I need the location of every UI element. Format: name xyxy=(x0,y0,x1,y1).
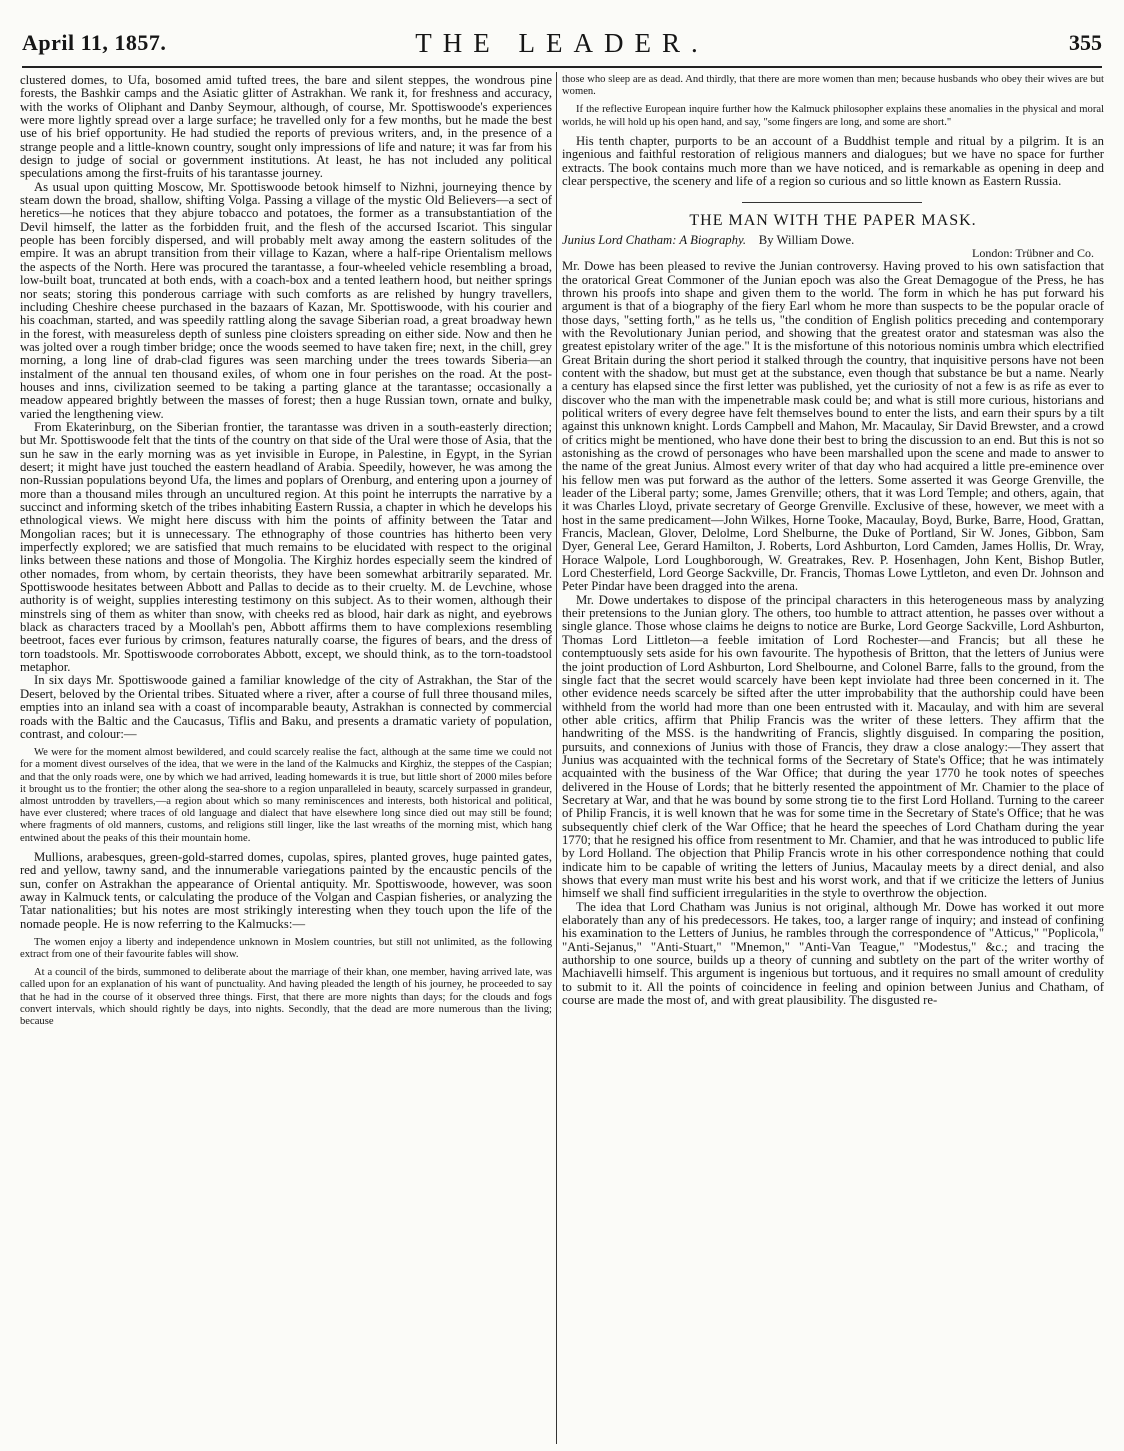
publisher-line: London: Trübner and Co. xyxy=(971,246,1094,261)
article-paragraph: Mullions, arabesques, green-gold-starred domes, cupolas, spires, planted groves, huge painted gates, red and yellow, tawny sand, and the innumerable variegations painted by the encaustic pencils of the sun, confer on Astrakhan the appearance of Oriental antiquity. Mr. Spottiswoode, however, was soon away in Kalmuck tents, or calculating the produce of the Volgan and Caspian fisheries, or analyzing the Tatar nationalities; but his notes are most strikingly interesting when they touch upon the life of the nomade people. He is now referring to the Kalmucks:— xyxy=(20,849,552,931)
left-column xyxy=(20,74,552,1444)
section-heading: THE MAN WITH THE PAPER MASK. xyxy=(562,202,1104,230)
book-citation xyxy=(562,233,1104,247)
masthead-title: THE LEADER. xyxy=(415,28,709,58)
quoted-extract: If the reflective European inquire further how the Kalmuck philosopher explains these anomalies in the physical and moral worlds, he will hold up his open hand, and say, "some fingers are long, and some are short." xyxy=(562,104,1104,128)
right-column xyxy=(562,74,1104,1444)
book-author: By William Dowe. xyxy=(758,233,855,248)
article-paragraph: His tenth chapter, purports to be an account of a Buddhist temple and ritual by a pilgrim. It is an ingenious and faithful restoration of religious manners and dialogues; but we have no space for further extracts. The book contains much more than we have noticed, and is remarkable as opening in deep and clear perspective, the scenery and life of a region so curious and so little known as Eastern Russia. xyxy=(562,133,1104,188)
article-paragraph: clustered domes, to Ufa, bosomed amid tufted trees, the bare and silent steppes, the wondrous pine forests, the Bashkir camps and the Asiatic glitter of Astrakhan. We rank it, for freshness and accuracy, with the works of Oliphant and Danby Seymour, although, of course, Mr. Spottiswoode's experiences were more lightly spread over a large surface; he travelled only for a few months, but he made the best use of his brief opportunity. He had studied the reports of previous writers, and, in the presence of a strange people and a little-known country, sought only impressions of life and nature; it was far from his design to judge of social or government institutions. At least, he has not included any political speculations among the first-fruits of his tarantasse journey. xyxy=(20,74,552,181)
quoted-extract: At a council of the birds, summoned to deliberate about the marriage of their khan, one member, having arrived late, was called upon for an explanation of his want of punctuality. And having pleaded the length of his journey, he proceeded to say that he had in the course of it observed three things. First, that there are more nights than days; for the clouds and fogs convert intervals, which should rightly be days, into nights. Secondly, that the dead are more numerous than the living; because xyxy=(20,967,552,1028)
issue-date: April 11, 1857. xyxy=(22,30,167,55)
article-paragraph: From Ekaterinburg, on the Siberian frontier, the tarantasse was driven in a south-easterly direction; but Mr. Spottiswoode felt that the tints of the country on that side of the Ural were those of Asia, that the sun he saw in the early morning was as yet invisible in Europe, in Palestine, in Egypt, in the Syrian desert; it might have just touched the eastern headland of Arabia. Speedily, however, he was among the non-Russian populations beyond Ufa, the limes and poplars of Orenburg, and entering upon a journey of more than a thousand miles through an uncultured region. At this point he interrupts the narrative by a succinct and informing sketch of the tribes inhabiting Eastern Russia, a chapter in which he develops his ethnological views. We might here discuss with him the points of affinity between the Tatar and Mongolian races; but it is unnecessary. The ethnography of those countries has hitherto been very imperfectly explored; we are satisfied that much remains to be elucidated with respect to the original links between these nations and those of Mongolia. The Kirghiz hordes especially seem the kindred of other nomades, from whom, by certain theorists, they have been somewhat arbitrarily separated. Mr. Spottiswoode hesitates between Abbott and Pallas to decide as to their cruelty. M. de Levchine, whose authority is of weight, supplies interesting testimony on this subject. As to their women, although their minstrels sing of them as whiter than snow, with cheeks red as blood, hair dark as night, and eyebrows black as characters traced by a Moollah's pen, Abbott affirms them to have complexions resembling beetroot, faces ever furious by crimson, features naturally coarse, the figures of bears, and the dress of torn toadstools. Mr. Spottiswoode corroborates Abbott, except, we should think, as to the torn-toadstool metaphor. xyxy=(20,419,552,675)
book-title: Junius Lord Chatham: A Biography. xyxy=(562,233,747,248)
article-paragraph: Mr. Dowe has been pleased to revive the Junian controversy. Having proved to his own satisfaction that the oratorical Great Commoner of the Junian epoch was also the Great Demagogue of the Press, he has thrown his proofs into shape and given them to the world. The form in which he has put forward his argument is that of a biography of the fiery Earl whom he more than suspects to be the popular oracle of those days, "setting forth," as he tells us, "the condition of English politics preceding and contemporary with the Revolutionary Junian period, and showing that the greatest orator and statesman was also the greatest epistolary writer of the age." It is the misfortune of this notorious nominis umbra which electrified Great Britain during the short period it stalked through the country, that inquisitive persons have not been content with the shadow, but must get at the substance, even though that substance be but a name. Nearly a century has elapsed since the first letter was published, yet the curiosity of not a few is as rife as ever to discover who the man with the impenetrable mask could be; and what is still more curious, historians and political writers of every degree have felt themselves bound to enter the lists, and earn their spurs by a tilt against this unknown knight. Lords Campbell and Mahon, Mr. Macaulay, Sir David Brewster, and a crowd of critics might be mentioned, who have done their best to bring the discussion to an end. But this is not so astonishing as the crowd of personages who have been marshalled upon the scene and made to answer to the name of the great Junius. Almost every writer of that day who had acquired a little pre-eminence over his fellow men was put forward as the author of the letters. Some asserted it was George Grenville, the leader of the Liberal party; some, James Grenville; others, that it was Lord Temple; and others, again, that it was Charles Lloyd, private secretary of George Grenville. Exclusive of these, however, we meet with a host in the same predicament—John Wilkes, Horne Tooke, Macaulay, Boyd, Burke, Barre, Hood, Grattan, Francis, Maclean, Glover, Delolme, Lord Shelburne, the Duke of Portland, Sir W. Jones, Gibbon, Sam Dyer, General Lee, Gerard Hamilton, J. Roberts, Lord Ashburton, Lord Camden, James Hollis, Dr. Wray, Horace Walpole, Lord Loughborough, W. Greatrakes, Rev. P. Hosenhagen, John Kent, Bishop Butler, Lord Chesterfield, Lord George Sackville, Dr. Francis, Thomas Lowe Lyttleton, and even Dr. Johnson and Peter Pindar have been dragged into the arena. xyxy=(562,259,1104,594)
column-divider xyxy=(556,72,557,1444)
article-paragraph: The idea that Lord Chatham was Junius is not original, although Mr. Dowe has worked it out more elaborately than any of his predecessors. He takes, too, a larger range of inquiry; and instead of confining his examination to the Letters of Junius, he rambles through the correspondence of "Atticus," "Poplicola," "Anti-Sejanus," "Anti-Stuart," "Mnemon," "Anti-Van Teague," "Modestus," &c.; and tracing the authorship to one source, builds up a theory of cunning and subtlety on the part of the writer worthy of Machiavelli himself. This argument is ingenious but tortuous, and it requires no small amount of credulity to submit to it. All the points of coincidence in feeling and opinion between Junius and Chatham, of course are made the most of, and with great plausibility. The disgusted re- xyxy=(562,899,1104,1008)
article-paragraph: As usual upon quitting Moscow, Mr. Spottiswoode betook himself to Nizhni, journeying thence by steam down the broad, shallow, shifting Volga. Passing a village of the mystic Old Believers—a sect of heretics—he notices that they abjure tobacco and potatoes, the former as a transubstantiation of the Devil himself, the latter as the forbidden fruit, and the flesh of the accursed Iscariot. This singular people has been forcibly dispersed, and will probably melt away among the eastern solitudes of the empire. It was an abrupt transition from their village to Kazan, where a half-ripe Orientalism mellows the aspects of the North. Here was procured the tarantasse, a four-wheeled vehicle resembling a broad, low-built boat, truncated at both ends, with a coach-box and a tented leathern hood, but neither springs nor seats; storing this ponderous carriage with such comforts as are relished by hungry travellers, including Cheshire cheese purchased in the bazaars of Kazan, Mr. Spottiswoode, with his courier and his coachman, started, and was speedily rattling along the savage Siberian road, a great broadway hewn in the forest, with measureless depth of sunless pine cloisters spreading on either side. Now and then he was jolted over a rough timber bridge; once the woods seemed to have taken fire; next, in the chill, grey morning, a long line of drab-clad figures was seen marching under the trees towards Siberia—an instalment of the annual ten thousand exiles, of whom one in four perishes on the road. At the post-houses and inns, civilization seemed to be taking a parting glance at the tarantasse; occasionally a meadow appeared brightly between the masses of forest; then a huge Russian town, ornate and bulky, varied the lengthening view. xyxy=(20,179,552,421)
quoted-extract: The women enjoy a liberty and independence unknown in Moslem countries, but still not unlimited, as the following extract from one of their favourite fables will show. xyxy=(20,936,552,961)
page-number: 355 xyxy=(1069,30,1102,55)
page-header xyxy=(22,20,1102,68)
quoted-extract: We were for the moment almost bewildered, and could scarcely realise the fact, although at the same time we could not for a moment divest ourselves of the idea, that we were in the land of the Kalmucks and Kirghiz, the steppes of the Caspian; and that the only roads were, one by which we had arrived, leading homewards it is true, but little short of 2000 miles before it brought us to the frontier; the other along the sea-shore to a region unparalleled in beauty, scarcely surpassed in grandeur, almost untrodden by travellers,—a region about which so many reminiscences and interests, both historical and political, have ever clustered; where traces of old language and dialect that have elsewhere long since died out may still be found; where fragments of old manners, customs, and religions still linger, like the last wreaths of the morning mist, which hang entwined about the peaks of this their mountain home. xyxy=(20,747,552,844)
article-paragraph: Mr. Dowe undertakes to dispose of the principal characters in this heterogeneous mass by analyzing their pretensions to the Junian glory. The others, too humble to attract attention, he passes over without a single glance. Those whose claims he deigns to notice are Burke, Lord George Sackville, Lord Ashburton, Thomas Lord Littleton—a feeble imitation of Lord Rochester—and Francis; but all these he contemptuously sets aside for his own favourite. The hypothesis of Britton, that the letters of Junius were the joint production of Lord Ashburton, Lord Shelbourne, and Colonel Barre, falls to the ground, from the single fact that the secret would scarcely have been kept inviolate had three been concerned in it. The other evidence needs scarcely be sifted after the utter improbability that the authorship could have been withheld from the world had more than one been entrusted with it. Macaulay, and with him are several other able critics, affirm that Philip Francis was the writer of these letters. They affirm that the handwriting of the MSS. is the handwriting of Francis, slightly disguised. In comparing the position, pursuits, and connexions of Junius with those of Francis, they draw a close analogy:—They assert that Junius was acquainted with the technical forms of the Secretary of State's Office; that he was intimately acquainted with the business of the War Office; that during the year 1770 he took notes of speeches delivered in the House of Lords; that he bitterly resented the appointment of Mr. Chamier to the place of Secretary at War, and that he was bound by some strong tie to the first Lord Holland. Turning to the career of Philip Francis, it is well known that he was for some time in the Secretary of State's Office; that he was subsequently chief clerk of the War Office; that he heard the speeches of Lord Chatham during the year 1770; that he resigned his office from resentment to Mr. Chamier, and that he was introduced to public life by Lord Holland. The objection that Philip Francis wrote in his other correspondence nothing that could indicate him to be capable of writing the letters of Junius, Macaulay meets by a direct denial, and also shows that every man must write his best and his worst work, and that if we criticize the letters of Junius himself we shall find sufficient irregularities in the style to overthrow the objection. xyxy=(562,592,1104,901)
quoted-extract: those who sleep are as dead. And thirdly, that there are more women than men; because husbands who obey their wives are but women. xyxy=(562,74,1104,98)
article-paragraph: In six days Mr. Spottiswoode gained a familiar knowledge of the city of Astrakhan, the Star of the Desert, beloved by the Oriental tribes. Situated where a river, after a course of full three thousand miles, empties into an inland sea with a coast of incomparable beauty, Astrakhan is connected by commercial roads with the Baltic and the Caucasus, Tiflis and Baku, and presents a dramatic variety of population, contrast, and colour:— xyxy=(20,673,552,741)
